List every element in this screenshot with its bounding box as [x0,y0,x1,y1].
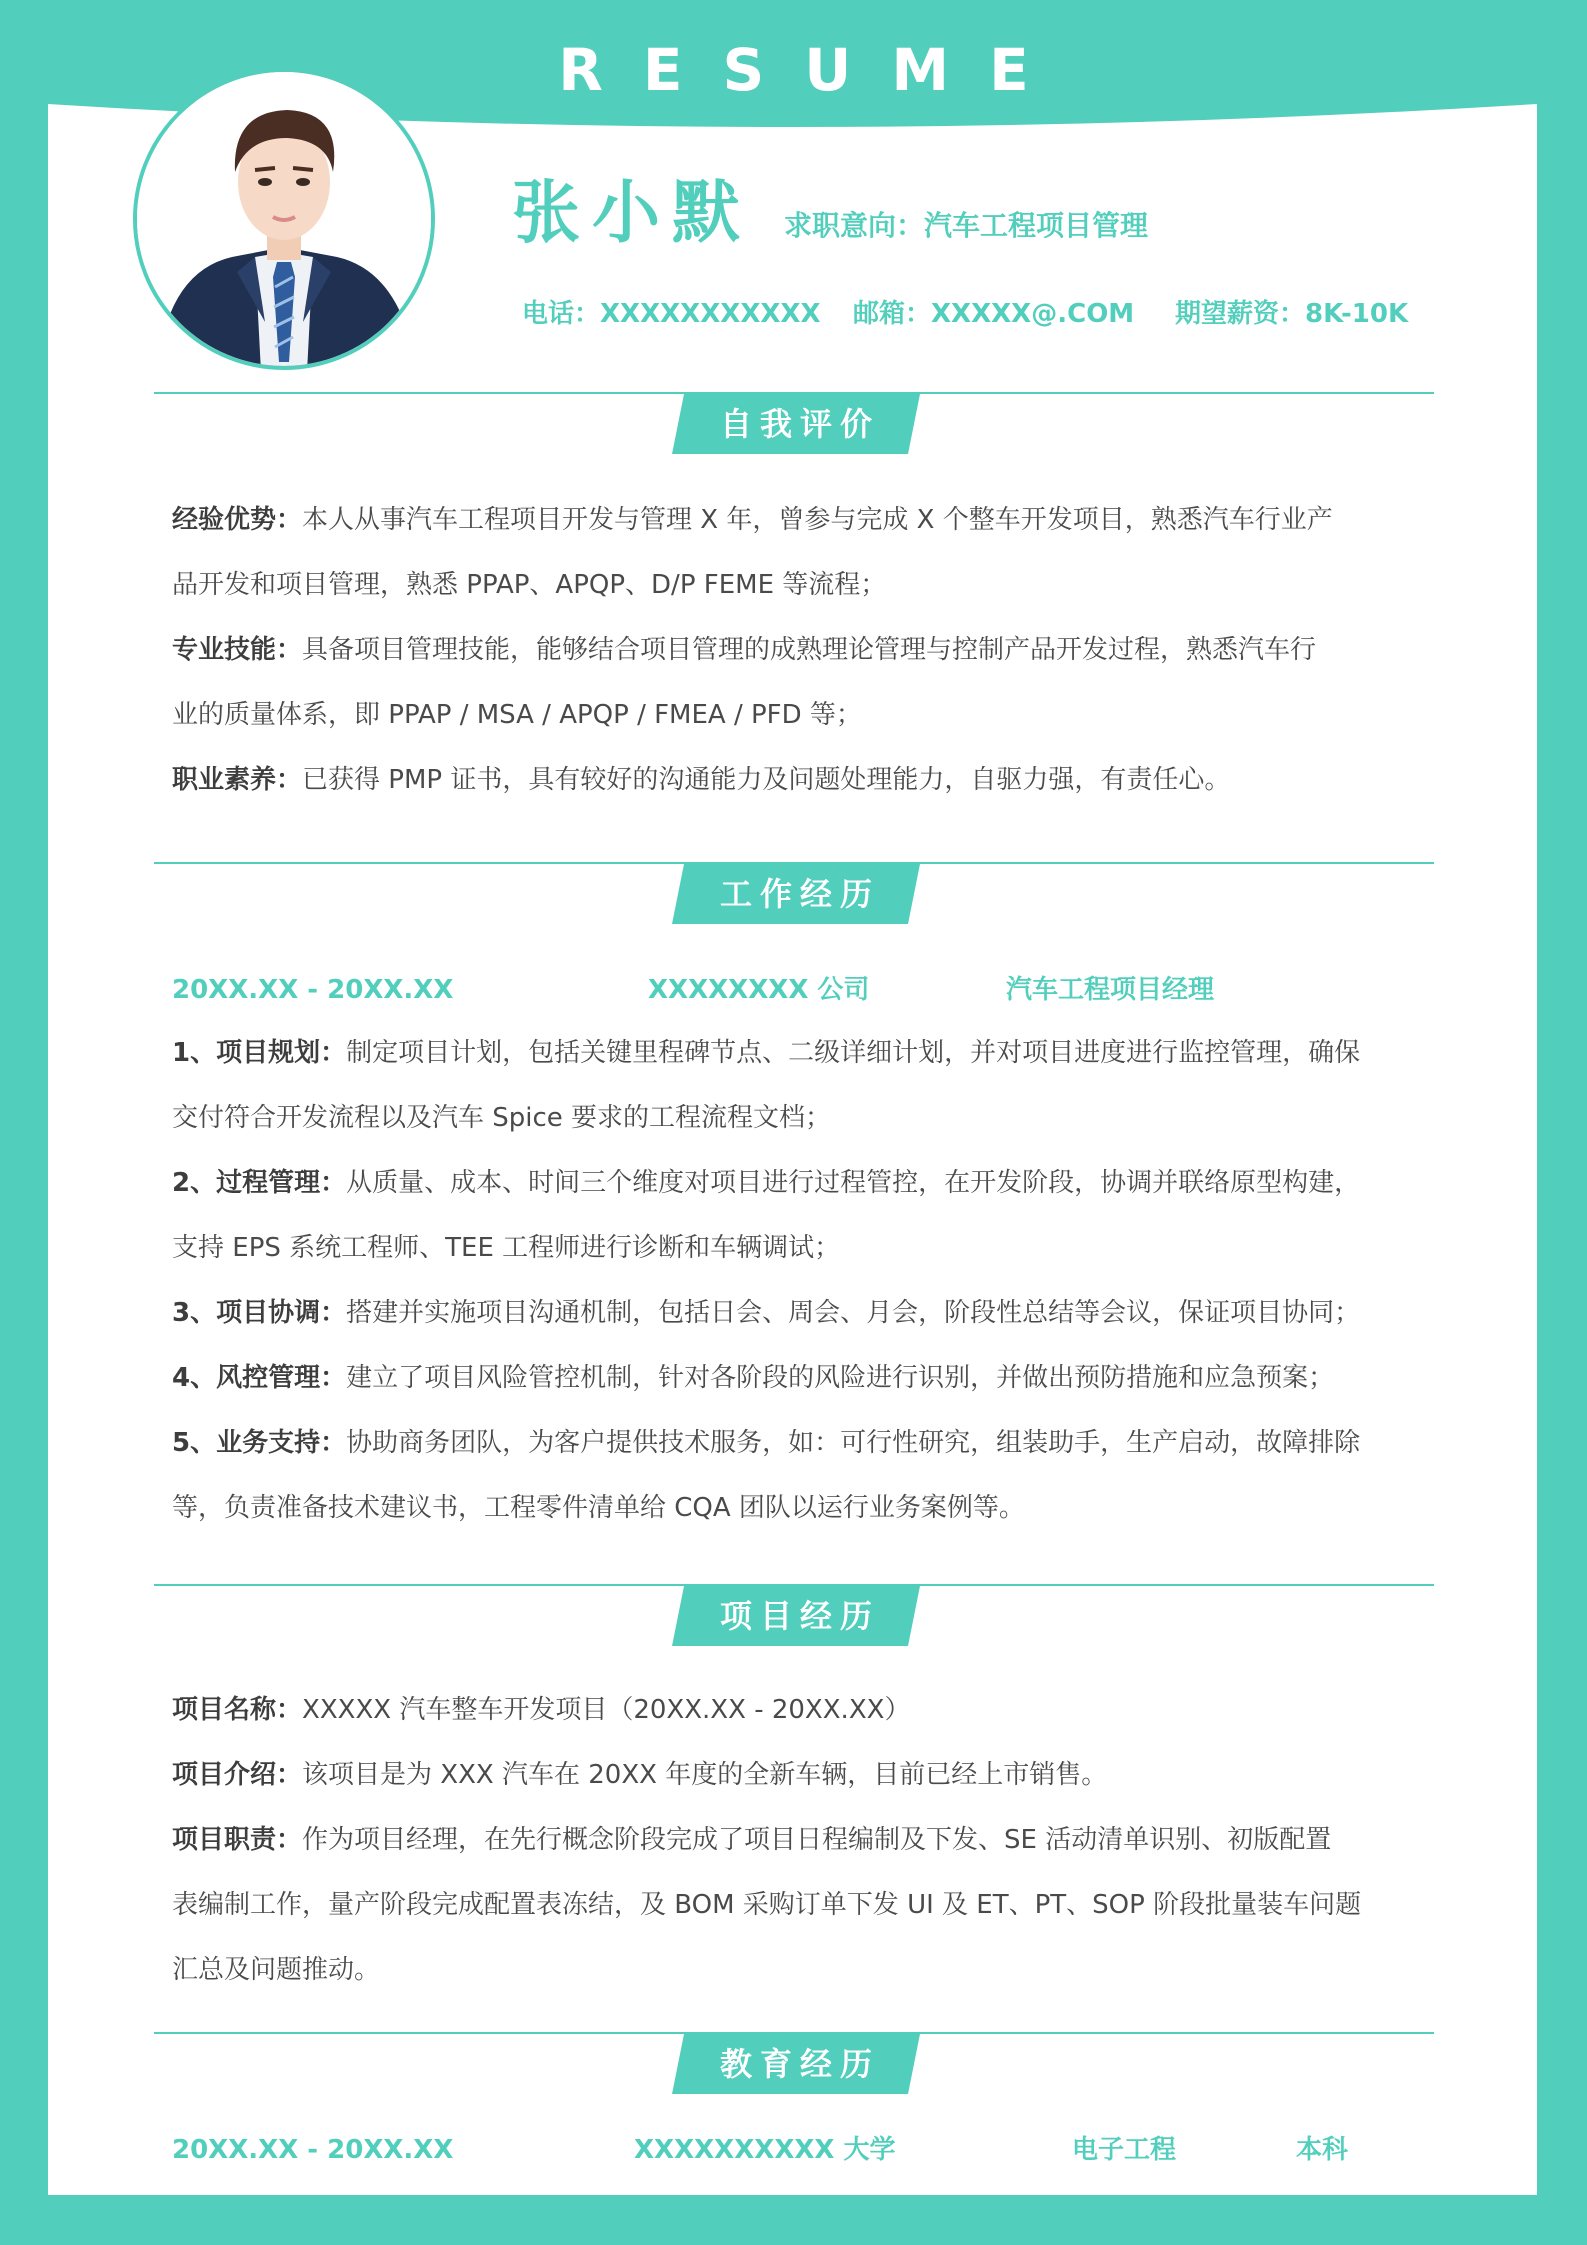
item-label: 职业素养： [172,765,303,795]
work-item [172,1411,1442,1541]
item-label: 经验优势： [172,505,303,535]
item-label: 4、风控管理： [172,1363,347,1393]
item-text: 汇总及问题推动。 [172,1955,381,1985]
item-label: 5、业务支持： [172,1428,347,1458]
item-label: 项目职责： [172,1825,303,1855]
project-item [172,1743,1442,1808]
work-period: 20XX.XX - 20XX.XX [172,975,454,1005]
education-major: 电子工程 [1072,2135,1177,2165]
project-item [172,1678,1442,1743]
item-text: 交付符合开发流程以及汽车 Spice 要求的工程流程文档； [172,1103,832,1133]
section-title: 项目经历 [719,1597,880,1635]
item-text: 支持 EPS 系统工程师、TEE 工程师进行诊断和车辆调试； [172,1233,841,1263]
self-eval-item [172,618,1442,748]
item-text: 已获得 PMP 证书，具有较好的沟通能力及问题处理能力，自驱力强，有责任心。 [302,765,1231,795]
item-label: 3、项目协调： [172,1298,347,1328]
item-text: 协助商务团队，为客户提供技术服务，如：可行性研究，组装助手，生产启动，故障排除 [346,1428,1361,1458]
item-label: 项目名称： [172,1695,303,1725]
item-text: 建立了项目风险管控机制，针对各阶段的风险进行识别，并做出预防措施和应急预案； [346,1363,1335,1393]
section-title: 自我评价 [719,405,880,443]
job-target-value: 汽车工程项目管理 [924,209,1149,242]
section-header-project [672,1586,920,1646]
section-header-work [672,864,920,924]
work-role: 汽车工程项目经理 [1006,975,1215,1005]
education-period: 20XX.XX - 20XX.XX [172,2135,454,2165]
work-item [172,1151,1442,1281]
education-degree: 本科 [1296,2135,1349,2165]
item-text: XXXXX 汽车整车开发项目（20XX.XX - 20XX.XX） [302,1695,911,1725]
item-text: 等，负责准备技术建议书，工程零件清单给 CQA 团队以运行业务案例等。 [172,1493,1025,1523]
self-eval-item [172,488,1442,618]
avatar [133,68,435,370]
candidate-name: 张小默 [512,174,753,253]
item-text: 业的质量体系，即 PPAP / MSA / APQP / FMEA / PFD 等； [172,700,862,730]
section-title: 教育经历 [719,2045,880,2083]
item-text: 从质量、成本、时间三个维度对项目进行过程管控，在开发阶段，协调并联络原型构建， [346,1168,1361,1198]
item-text: 具备项目管理技能，能够结合项目管理的成熟理论管理与控制产品开发过程，熟悉汽车行 [302,635,1317,665]
email-text: 邮箱：XXXXX@.COM [853,299,1135,329]
section-header-education [672,2034,920,2094]
phone-text: 电话：XXXXXXXXXXX [522,299,821,329]
item-text: 制定项目计划，包括关键里程碑节点、二级详细计划，并对项目进度进行监控管理，确保 [346,1038,1361,1068]
item-text: 作为项目经理，在先行概念阶段完成了项目日程编制及下发、SE 活动清单识别、初版配置 [302,1825,1332,1855]
job-target [784,206,1148,246]
item-label: 专业技能： [172,635,303,665]
item-text: 该项目是为 XXX 汽车在 20XX 年度的全新车辆，目前已经上市销售。 [302,1760,1108,1790]
project-item [172,1808,1442,2003]
education-school: XXXXXXXXXX 大学 [634,2135,896,2165]
item-text: 本人从事汽车工程项目开发与管理 X 年，曾参与完成 X 个整车开发项目，熟悉汽车行业产 [302,505,1333,535]
item-text: 搭建并实施项目沟通机制，包括日会、周会、月会，阶段性总结等会议，保证项目协同； [346,1298,1361,1328]
self-eval-item [172,748,1442,813]
item-label: 1、项目规划： [172,1038,347,1068]
item-label: 项目介绍： [172,1760,303,1790]
job-target-label: 求职意向： [784,209,925,242]
item-text: 品开发和项目管理，熟悉 PPAP、APQP、D/P FEME 等流程； [172,570,887,600]
work-item [172,1281,1442,1346]
section-title: 工作经历 [719,875,880,913]
section-header-self-eval [672,394,920,454]
work-item [172,1346,1442,1411]
person-illustration-icon [137,72,431,366]
item-label: 2、过程管理： [172,1168,347,1198]
work-company: XXXXXXXX 公司 [648,975,870,1005]
resume-title: RESUME [558,36,1069,104]
work-item [172,1021,1442,1151]
item-text: 表编制工作，量产阶段完成配置表冻结，及 BOM 采购订单下发 UI 及 ET、PT、SOP 阶段批量装车问题 [172,1890,1362,1920]
salary-text: 期望薪资：8K-10K [1175,299,1409,329]
